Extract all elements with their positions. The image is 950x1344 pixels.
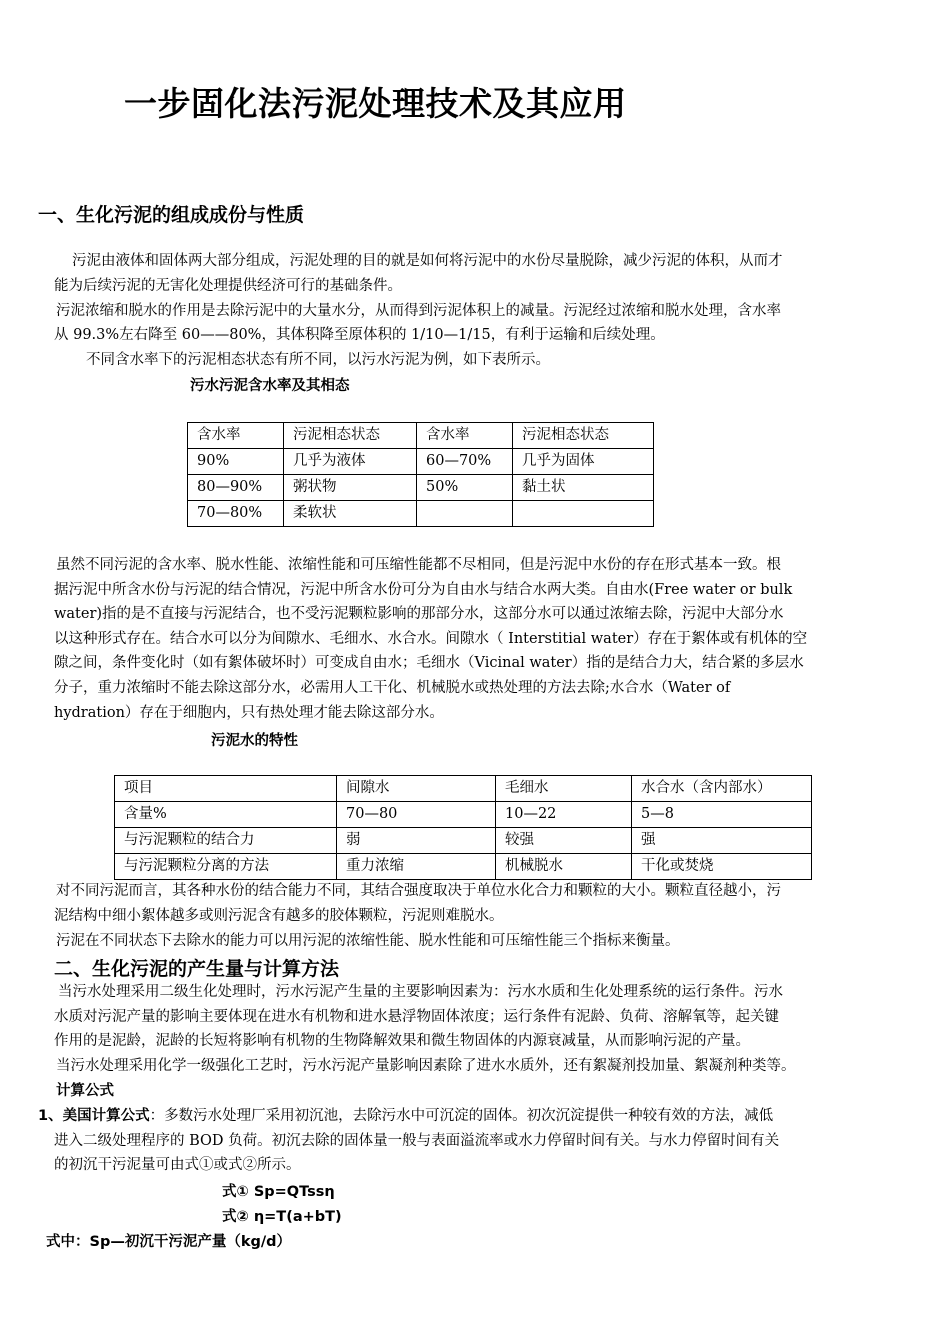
s1-para3: 不同含水率下的污泥相态状态有所不同，以污水污泥为例，如下表所示。 <box>86 352 550 368</box>
s1-para5-line1: 对不同污泥而言，其各种水份的结合能力不同，其结合强度取决于单位水化合力和颗粒的大小。颗粒直径越小，污 <box>56 883 781 899</box>
table-row <box>188 423 654 449</box>
moisture-phase-table <box>187 422 654 527</box>
table-cell <box>513 501 654 527</box>
s1-para1-line2: 能为后续污泥的无害化处理提供经济可行的基础条件。 <box>54 278 402 294</box>
table-row <box>188 449 654 475</box>
table-row <box>188 501 654 527</box>
table-cell: 与污泥颗粒的结合力 <box>115 828 337 854</box>
s1-para4-line5: 隙之间，条件变化时（如有絮体破坏时）可变成自由水；毛细水（Vicinal water）指的是结合力大，结合紧的多层水 <box>54 655 804 671</box>
s2-para1-line2: 水质对污泥产量的影响主要体现在进水有机物和进水悬浮物固体浓度；运行条件有泥龄、负荷、溶解氧等，起关键 <box>54 1009 779 1025</box>
table-cell: 污泥相态状态 <box>284 423 417 449</box>
table-row <box>115 828 812 854</box>
s1-para1-line1: 污泥由液体和固体两大部分组成，污泥处理的目的就是如何将污泥中的水份尽量脱除，减少污泥的体积，从而才 <box>72 253 783 269</box>
table-cell: 50% <box>417 475 513 501</box>
table-cell: 含水率 <box>417 423 513 449</box>
table-cell: 重力浓缩 <box>337 854 496 880</box>
table-cell: 5—8 <box>632 802 812 828</box>
table-cell: 60—70% <box>417 449 513 475</box>
table-cell: 90% <box>188 449 284 475</box>
table-cell: 较强 <box>496 828 632 854</box>
table-cell: 几乎为液体 <box>284 449 417 475</box>
table-cell: 毛细水 <box>496 776 632 802</box>
section1-heading: 一、生化污泥的组成成份与性质 <box>38 204 305 226</box>
table-cell: 水合水（含内部水） <box>632 776 812 802</box>
table-cell: 70—80% <box>188 501 284 527</box>
table-row <box>115 802 812 828</box>
table-cell: 几乎为固体 <box>513 449 654 475</box>
item1-text: ：多数污水处理厂采用初沉池，去除污水中可沉淀的固体。初次沉淀提供一种较有效的方法，减低 <box>149 1108 774 1124</box>
table-cell: 污泥相态状态 <box>513 423 654 449</box>
s1-para2-line2: 从 99.3%左右降至 60——80%，其体积降至原体积的 1/10—1/15，有利于运输和后续处理。 <box>54 327 665 343</box>
section2-heading: 二、生化污泥的产生量与计算方法 <box>54 958 340 980</box>
table-cell: 机械脱水 <box>496 854 632 880</box>
table2-caption: 污泥水的特性 <box>211 733 298 749</box>
s1-para4-line4: 以这种形式存在。结合水可以分为间隙水、毛细水、水合水。间隙水（ Interstitial water）存在于絮体或有机体的空 <box>54 631 808 647</box>
formula-1: 式① Sp=QTssη <box>222 1184 335 1200</box>
table-row <box>115 776 812 802</box>
table1-caption: 污水污泥含水率及其相态 <box>190 378 350 394</box>
item1-lead: 1、美国计算公式 <box>38 1108 150 1124</box>
calc-formula-label: 计算公式 <box>56 1083 114 1099</box>
sludge-water-table <box>114 775 812 880</box>
table-cell <box>417 501 513 527</box>
s2-item1-line3: 的初沉干污泥量可由式①或式②所示。 <box>54 1157 301 1173</box>
formula-2: 式② η=T(a+bT) <box>222 1209 342 1225</box>
table-cell: 干化或焚烧 <box>632 854 812 880</box>
table-cell: 弱 <box>337 828 496 854</box>
s2-para1-line1: 当污水处理采用二级生化处理时，污水污泥产生量的主要影响因素为：污水水质和生化处理系统的运行条件。污水 <box>58 984 783 1000</box>
s1-para4-line7: hydration）存在于细胞内，只有热处理才能去除这部分水。 <box>54 705 444 721</box>
table-row <box>115 854 812 880</box>
s2-para1-line3: 作用的是泥龄，泥龄的长短将影响有机物的生物降解效果和微生物固体的内源衰减量，从而影响污泥的产量。 <box>54 1033 750 1049</box>
table-cell: 含量% <box>115 802 337 828</box>
s1-para4-line3: water)指的是不直接与污泥结合，也不受污泥颗粒影响的那部分水，这部分水可以通过浓缩去除，污泥中大部分水 <box>54 606 784 622</box>
table-cell: 柔软状 <box>284 501 417 527</box>
s1-para4-line6: 分子，重力浓缩时不能去除这部分水，必需用人工干化、机械脱水或热处理的方法去除;水合水（Water of <box>54 680 731 696</box>
table-cell: 与污泥颗粒分离的方法 <box>115 854 337 880</box>
table-cell: 强 <box>632 828 812 854</box>
s2-para2: 当污水处理采用化学一级强化工艺时，污水污泥产量影响因素除了进水水质外，还有絮凝剂投加量、絮凝剂种类等。 <box>56 1058 796 1074</box>
s2-item1-line1 <box>38 1104 773 1129</box>
table-cell: 间隙水 <box>337 776 496 802</box>
formula-where: 式中：Sp—初沉干污泥产量（kg/d） <box>46 1234 292 1250</box>
table-row <box>188 475 654 501</box>
table-cell: 含水率 <box>188 423 284 449</box>
s1-para6: 污泥在不同状态下去除水的能力可以用污泥的浓缩性能、脱水性能和可压缩性能三个指标来衡量。 <box>56 933 680 949</box>
s1-para4-line2: 据污泥中所含水份与污泥的结合情况，污泥中所含水份可分为自由水与结合水两大类。自由水(Free water or bulk <box>54 582 793 598</box>
table-cell: 10—22 <box>496 802 632 828</box>
s2-item1-line2: 进入二级处理程序的 BOD 负荷。初沉去除的固体量一般与表面溢流率或水力停留时间有关。与水力停留时间有关 <box>54 1133 780 1149</box>
s1-para5-line2: 泥结构中细小絮体越多或则污泥含有越多的胶体颗粒，污泥则难脱水。 <box>54 908 504 924</box>
table-cell: 80—90% <box>188 475 284 501</box>
table-cell: 粥状物 <box>284 475 417 501</box>
page-title: 一步固化法污泥处理技术及其应用 <box>124 84 627 123</box>
table-cell: 黏土状 <box>513 475 654 501</box>
table-cell: 70—80 <box>337 802 496 828</box>
s1-para2-line1: 污泥浓缩和脱水的作用是去除污泥中的大量水分，从而得到污泥体积上的减量。污泥经过浓缩和脱水处理，含水率 <box>56 303 781 319</box>
s1-para4-line1: 虽然不同污泥的含水率、脱水性能、浓缩性能和可压缩性能都不尽相同，但是污泥中水份的存在形式基本一致。根 <box>56 557 781 573</box>
table-cell: 项目 <box>115 776 337 802</box>
